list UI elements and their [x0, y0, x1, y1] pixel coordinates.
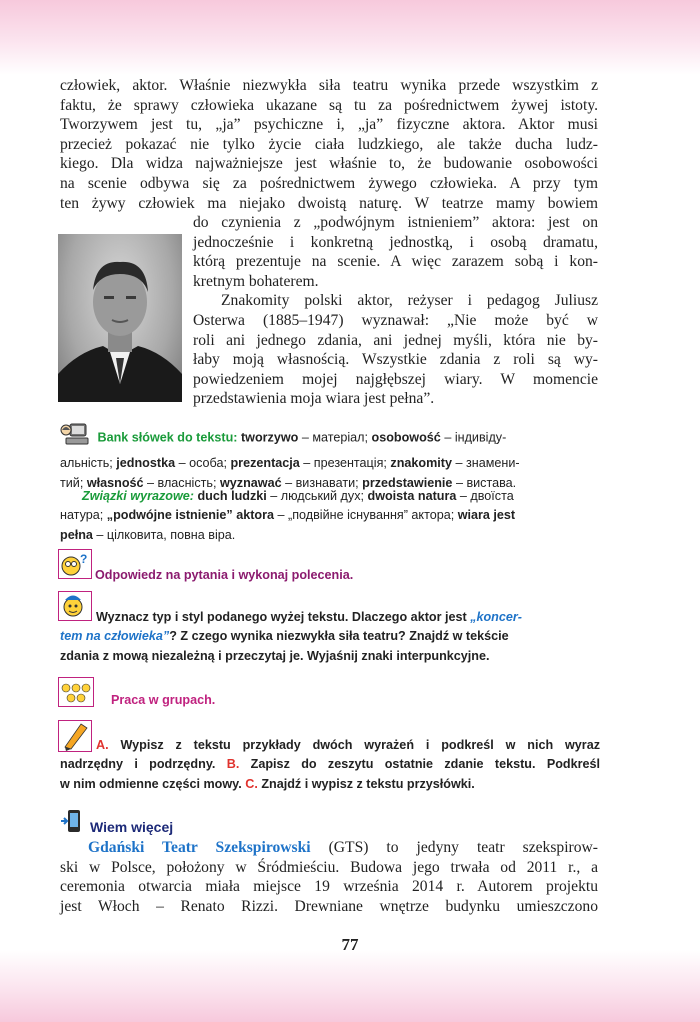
task-letter-b: B. — [226, 757, 240, 772]
text-line: do czynienia z „podwójnym istnieniem” aktora: jest on — [193, 214, 598, 231]
vocab-translation: – індивіду- — [444, 430, 507, 445]
question-icon — [58, 549, 92, 579]
vocab-translation: – матеріал; — [301, 430, 369, 445]
phrase: dwoista natura — [367, 489, 457, 503]
task-text: Zapisz do zeszytu ostatnie zdanie tekstu. Podkreśl — [250, 757, 601, 772]
vocab-word: wyznawać — [219, 475, 282, 490]
task-text: ? Z czego wynika niezwykła siła teatru? Znajdź w tekście — [169, 629, 509, 644]
phrase-translation: – двоїста — [459, 489, 514, 503]
task-text: w nim odmienne części mowy. — [60, 776, 242, 791]
text-line: na scenie odbywa się za pośrednictwem żywego człowieka. A przy tym — [60, 174, 598, 192]
vocab-word: osobowość — [371, 430, 441, 445]
phrase: duch ludzki — [197, 489, 267, 503]
phrases-section — [60, 487, 600, 545]
text-line: ten żywy człowiek ma niejako dwoistą naturę. W teatrze mamy bowiem — [60, 194, 598, 212]
task-highlight: „koncer- — [470, 610, 522, 624]
task-answer-questions: Odpowiedz na pytania i wykonaj polecenia. — [95, 568, 354, 582]
actor-portrait-photo — [58, 234, 182, 402]
vocab-word: prezentacja — [230, 456, 300, 471]
vocab-translation: альність; — [60, 456, 113, 471]
task-highlight: tem na człowieka” — [60, 629, 170, 644]
task-letter-c: C. — [245, 776, 258, 791]
vocab-word: znakomity — [390, 456, 452, 471]
text-line: roli ani jednego zdania, ani jednej myśli, która nie by- — [193, 331, 598, 349]
group-work-icon — [58, 677, 94, 707]
phrase: pełna — [60, 527, 93, 542]
task-letter-a: A. — [96, 738, 109, 752]
text-line: którą prezentuje na scenie. A więc zarazem sobą i kon- — [193, 253, 598, 271]
vocab-translation: – особа; — [178, 456, 227, 471]
intro-paragraph — [60, 76, 598, 213]
vocab-word: jednostka — [116, 456, 176, 471]
task-text: Wyznacz typ i styl podanego wyżej tekstu. Dlaczego aktor jest — [96, 610, 467, 624]
phrase-translation: – „подвійне існування” актора; — [277, 508, 455, 523]
vocab-translation: – власність; — [147, 475, 217, 490]
vocab-word: przedstawienie — [362, 475, 453, 490]
text-line: jednocześnie i konkretną jednostką, i osobą dramatu, — [193, 233, 598, 251]
task-text-analysis — [60, 608, 600, 666]
phrases-heading: Związki wyrazowe: — [82, 489, 194, 503]
text-line: przecież pokazać nie tylko życie ciała ludzkiego, ale także ducha ludz- — [60, 135, 598, 153]
text-line: Tworzywem jest tu, „ja” psychiczne i, „ja” fizyczne aktora. Aktor musi — [60, 116, 598, 134]
text-line: łaby moją własnością. Wszystkie zdania z roli są wy- — [193, 351, 598, 369]
computer-reader-icon — [60, 422, 90, 454]
vocab-translation: – визнавати; — [285, 475, 359, 490]
svg-text:?: ? — [80, 552, 88, 566]
task-group-work: Praca w grupach. — [111, 693, 216, 707]
text-line: powiedzeniem mojej najgłębszej wiary. W momencie — [193, 370, 598, 388]
vocab-word: tworzywo — [240, 430, 299, 445]
text-line: ski w Polsce, położony w Śródmieściu. Budowa jego trwała od 2011 r., a — [60, 858, 598, 876]
text-line: kretnym bohaterem. — [193, 272, 319, 290]
phrase-translation: – цілковита, повна віра. — [96, 527, 236, 542]
vocab-translation: – презентація; — [303, 456, 387, 471]
vocab-word: własność — [86, 475, 144, 490]
task-text: nadrzędny i podrzędny. — [60, 757, 216, 772]
task-text: zdania z mową niezależną i przeczytaj je. Wyjaśnij znaki interpunkcyjne. — [60, 648, 490, 663]
text-line: człowiek, aktor. Właśnie niezwykła siła teatru wynika przede wszystkim z — [60, 77, 598, 94]
phrase: „podwójne istnienie” aktora — [106, 508, 275, 523]
more-heading: Wiem więcej — [90, 819, 174, 835]
text-line: faktu, że sprawy człowieka ukazane są tu za pośrednictwem żywej istoty. — [60, 96, 598, 114]
text-line: kiego. Dla widza najważniejsze jest właśnie to, że budowanie osobowości — [60, 155, 598, 173]
wrapped-paragraph — [193, 213, 598, 409]
phone-icon — [60, 808, 86, 839]
text-line: przedstawienia moja wiara jest pełna”. — [193, 390, 435, 408]
text-line: Znakomity polski aktor, reżyser i pedagog Juliusz — [221, 292, 598, 310]
vocab-translation: тий; — [60, 475, 84, 490]
text-line: Osterwa (1885–1947) wyznawał: „Nie może być w — [193, 311, 598, 329]
vocab-translation: – вистава. — [455, 475, 517, 490]
phrase: wiara jest — [457, 508, 516, 523]
vocab-translation: – знамени- — [455, 456, 520, 471]
task-grammar — [60, 736, 600, 794]
text-line: (GTS) to jedyny teatr szekspirow- — [328, 839, 599, 856]
phrase-translation: – людський дух; — [270, 489, 364, 503]
page-number: 77 — [341, 935, 359, 954]
phrase-translation: натура; — [60, 508, 104, 523]
task-text: Wypisz z tekstu przykłady dwóch wyrażeń i podkreśl w nich wyraz — [120, 738, 601, 752]
task-text: Znajdź i wypisz z tekstu przysłówki. — [261, 776, 475, 791]
more-paragraph — [60, 838, 598, 916]
vocabulary-bank — [60, 422, 600, 493]
vocab-heading: Bank słówek do tekstu: — [97, 430, 238, 445]
text-line: jest Włoch – Renato Rizzi. Drewniane wnętrze budynku umieszczono — [60, 897, 598, 915]
text-line: ceremonia otwarcia miała miejsce 19 września 2014 r. Autorem projektu — [60, 878, 598, 896]
theatre-name: Gdański Teatr Szekspirowski — [88, 839, 311, 856]
